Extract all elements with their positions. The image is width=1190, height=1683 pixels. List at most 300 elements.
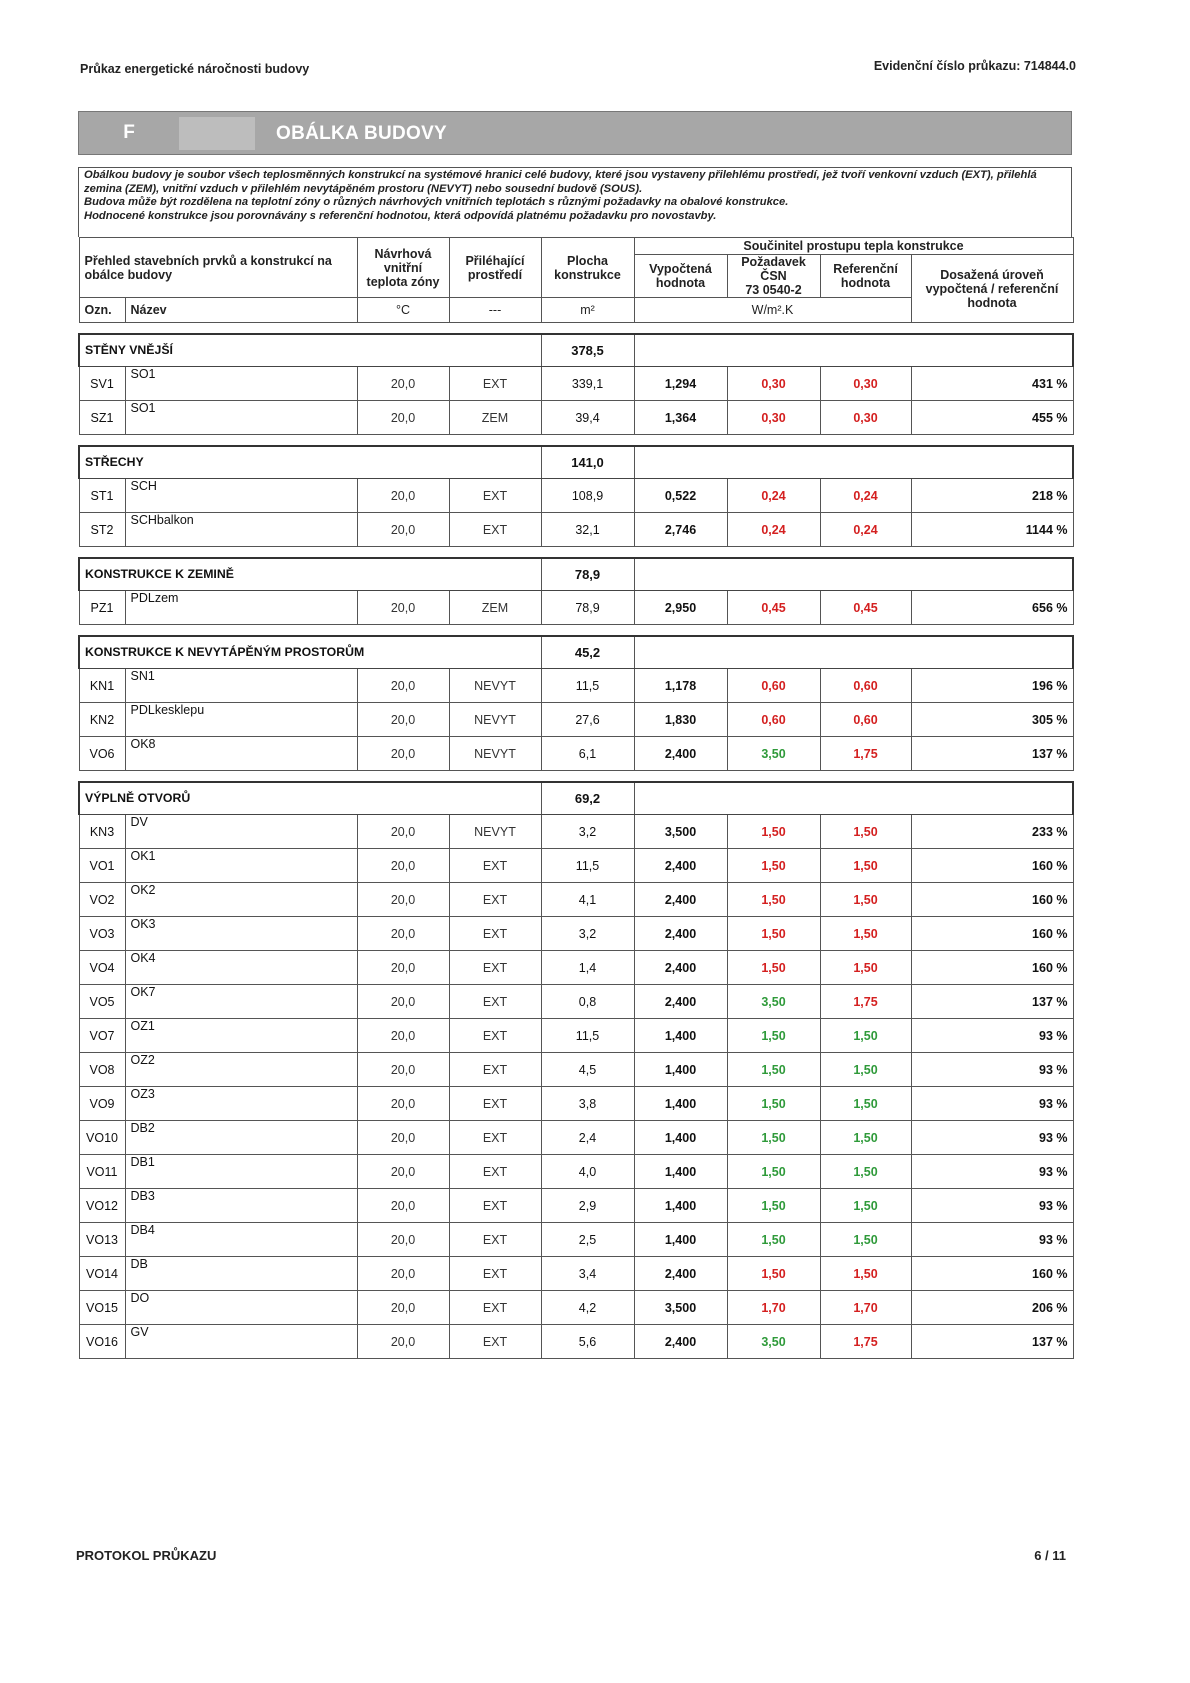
table-row xyxy=(79,1053,1073,1087)
col-header-u-group: Součinitel prostupu tepla konstrukce xyxy=(634,238,1073,255)
group-empty-cell xyxy=(634,636,1073,669)
cell-temp: 20,0 xyxy=(357,703,449,737)
group-empty-cell xyxy=(634,446,1073,479)
cell-ozn: SZ1 xyxy=(79,401,125,435)
cell-name: DB1 xyxy=(125,1155,357,1189)
cell-name: SO1 xyxy=(125,401,357,435)
header-document-title: Průkaz energetické náročnosti budovy xyxy=(80,62,310,76)
group-title: VÝPLNĚ OTVORŮ xyxy=(79,782,541,815)
cell-name: OK7 xyxy=(125,985,357,1019)
spacer-cell xyxy=(79,625,1073,636)
cell-area: 4,1 xyxy=(541,883,634,917)
cell-temp: 20,0 xyxy=(357,479,449,513)
intro-paragraph: Hodnocené konstrukce jsou porovnávány s referenční hodnotou, která odpovídá platnému požadavku pro novostavby. xyxy=(84,209,717,222)
col-header-overview: Přehled stavebních prvků a konstrukcí na obálce budovy xyxy=(79,238,357,298)
cell-area: 27,6 xyxy=(541,703,634,737)
cell-achieved-level: 137 % xyxy=(911,737,1073,771)
cell-u-reference: 0,30 xyxy=(820,367,911,401)
col-header-env: Přiléhající prostředí xyxy=(449,238,541,298)
cell-area: 4,0 xyxy=(541,1155,634,1189)
cell-env: EXT xyxy=(449,513,541,547)
cell-achieved-level: 233 % xyxy=(911,815,1073,849)
cell-area: 3,8 xyxy=(541,1087,634,1121)
cell-u-reference: 1,50 xyxy=(820,849,911,883)
col-header-ref: Referenční hodnota xyxy=(820,255,911,298)
table-row xyxy=(79,917,1073,951)
cell-u-calculated: 0,522 xyxy=(634,479,727,513)
cell-u-calculated: 2,400 xyxy=(634,1257,727,1291)
intro-paragraph: Obálkou budovy je soubor všech teplosměnných konstrukcí na systémové hranici celé budovy, které jsou vystaveny přilehlému prostředí, jež tvoří venkovní vzduch (EXT), přilehlá zemina (ZEM), vnitřní vzduch v přilehlém nevytápěném prostoru (NEVYT) nebo sousední budově (SOUS). xyxy=(84,169,1037,195)
intro-text xyxy=(78,167,1072,237)
cell-area: 78,9 xyxy=(541,591,634,625)
cell-name: OK3 xyxy=(125,917,357,951)
cell-area: 0,8 xyxy=(541,985,634,1019)
cell-name: DO xyxy=(125,1291,357,1325)
cell-name: DB4 xyxy=(125,1223,357,1257)
cell-u-requirement: 0,45 xyxy=(727,591,820,625)
cell-temp: 20,0 xyxy=(357,1121,449,1155)
group-title: KONSTRUKCE K NEVYTÁPĚNÝM PROSTORŮM xyxy=(79,636,541,669)
cell-area: 6,1 xyxy=(541,737,634,771)
table-row xyxy=(79,703,1073,737)
cell-env: EXT xyxy=(449,1291,541,1325)
group-spacer xyxy=(79,625,1073,636)
cell-achieved-level: 196 % xyxy=(911,669,1073,703)
group-header-row xyxy=(79,446,1073,479)
cell-temp: 20,0 xyxy=(357,669,449,703)
cell-area: 108,9 xyxy=(541,479,634,513)
group-header-row xyxy=(79,334,1073,367)
cell-u-reference: 1,50 xyxy=(820,951,911,985)
cell-u-reference: 1,50 xyxy=(820,1087,911,1121)
group-empty-cell xyxy=(634,558,1073,591)
spacer-cell xyxy=(79,435,1073,446)
cell-u-requirement: 0,30 xyxy=(727,367,820,401)
cell-u-reference: 1,50 xyxy=(820,1223,911,1257)
cell-name: PDLzem xyxy=(125,591,357,625)
group-empty-cell xyxy=(634,782,1073,815)
cell-u-calculated: 1,294 xyxy=(634,367,727,401)
cell-u-reference: 0,24 xyxy=(820,479,911,513)
cell-name: OK1 xyxy=(125,849,357,883)
intro-paragraph: Budova může být rozdělena na teplotní zóny o různých návrhových vnitřních teplotách s různými požadavky na obalové konstrukce. xyxy=(84,196,789,209)
cell-area: 32,1 xyxy=(541,513,634,547)
cell-u-calculated: 1,400 xyxy=(634,1155,727,1189)
cell-u-reference: 1,50 xyxy=(820,883,911,917)
cell-area: 3,2 xyxy=(541,815,634,849)
cell-temp: 20,0 xyxy=(357,1325,449,1359)
cell-temp: 20,0 xyxy=(357,1257,449,1291)
cell-temp: 20,0 xyxy=(357,1291,449,1325)
cell-achieved-level: 218 % xyxy=(911,479,1073,513)
cell-area: 11,5 xyxy=(541,1019,634,1053)
cell-temp: 20,0 xyxy=(357,883,449,917)
cell-u-requirement: 1,50 xyxy=(727,1257,820,1291)
cell-achieved-level: 93 % xyxy=(911,1087,1073,1121)
col-header-area: Plocha konstrukce xyxy=(541,238,634,298)
cell-area: 4,2 xyxy=(541,1291,634,1325)
cell-u-requirement: 1,50 xyxy=(727,1087,820,1121)
cell-u-requirement: 1,50 xyxy=(727,1189,820,1223)
group-spacer xyxy=(79,771,1073,782)
section-banner-divider xyxy=(179,117,255,150)
cell-u-calculated: 1,400 xyxy=(634,1019,727,1053)
cell-u-requirement: 1,50 xyxy=(727,917,820,951)
unit-temp: °C xyxy=(357,298,449,323)
cell-ozn: KN3 xyxy=(79,815,125,849)
cell-u-reference: 1,75 xyxy=(820,1325,911,1359)
cell-ozn: VO7 xyxy=(79,1019,125,1053)
cell-env: EXT xyxy=(449,479,541,513)
cell-area: 339,1 xyxy=(541,367,634,401)
cell-u-calculated: 3,500 xyxy=(634,1291,727,1325)
cell-achieved-level: 160 % xyxy=(911,1257,1073,1291)
cell-env: NEVYT xyxy=(449,737,541,771)
cell-ozn: PZ1 xyxy=(79,591,125,625)
group-header-row xyxy=(79,558,1073,591)
cell-achieved-level: 656 % xyxy=(911,591,1073,625)
cell-ozn: KN2 xyxy=(79,703,125,737)
cell-ozn: VO8 xyxy=(79,1053,125,1087)
cell-u-calculated: 2,400 xyxy=(634,737,727,771)
table-row xyxy=(79,401,1073,435)
cell-env: EXT xyxy=(449,883,541,917)
cell-u-requirement: 0,60 xyxy=(727,669,820,703)
cell-ozn: SV1 xyxy=(79,367,125,401)
cell-env: EXT xyxy=(449,1121,541,1155)
cell-achieved-level: 1144 % xyxy=(911,513,1073,547)
cell-u-reference: 1,50 xyxy=(820,1155,911,1189)
cell-u-requirement: 3,50 xyxy=(727,985,820,1019)
footer-page-number: 6 / 11 xyxy=(1034,1548,1066,1563)
cell-u-calculated: 1,830 xyxy=(634,703,727,737)
section-letter: F xyxy=(123,122,135,143)
cell-u-calculated: 2,746 xyxy=(634,513,727,547)
cell-achieved-level: 160 % xyxy=(911,951,1073,985)
cell-u-reference: 1,50 xyxy=(820,917,911,951)
table-row xyxy=(79,951,1073,985)
cell-temp: 20,0 xyxy=(357,849,449,883)
cell-achieved-level: 93 % xyxy=(911,1223,1073,1257)
cell-ozn: ST2 xyxy=(79,513,125,547)
cell-name: GV xyxy=(125,1325,357,1359)
cell-u-reference: 1,70 xyxy=(820,1291,911,1325)
cell-achieved-level: 160 % xyxy=(911,883,1073,917)
cell-temp: 20,0 xyxy=(357,951,449,985)
cell-area: 4,5 xyxy=(541,1053,634,1087)
cell-u-requirement: 0,60 xyxy=(727,703,820,737)
cell-u-calculated: 1,400 xyxy=(634,1121,727,1155)
cell-u-calculated: 2,400 xyxy=(634,1325,727,1359)
cell-area: 5,6 xyxy=(541,1325,634,1359)
cell-u-calculated: 2,400 xyxy=(634,849,727,883)
cell-u-calculated: 2,400 xyxy=(634,985,727,1019)
cell-ozn: VO15 xyxy=(79,1291,125,1325)
cell-area: 2,4 xyxy=(541,1121,634,1155)
col-header-req xyxy=(727,255,820,298)
col-header-calc: Vypočtená hodnota xyxy=(634,255,727,298)
cell-temp: 20,0 xyxy=(357,401,449,435)
cell-u-reference: 1,75 xyxy=(820,985,911,1019)
cell-u-reference: 1,50 xyxy=(820,815,911,849)
cell-env: ZEM xyxy=(449,401,541,435)
cell-ozn: VO16 xyxy=(79,1325,125,1359)
cell-name: OK2 xyxy=(125,883,357,917)
cell-u-calculated: 1,400 xyxy=(634,1223,727,1257)
cell-u-reference: 0,45 xyxy=(820,591,911,625)
cell-u-requirement: 3,50 xyxy=(727,1325,820,1359)
cell-name: DB2 xyxy=(125,1121,357,1155)
envelope-table-body xyxy=(79,238,1073,1359)
table-row xyxy=(79,1223,1073,1257)
cell-u-calculated: 1,400 xyxy=(634,1087,727,1121)
cell-u-calculated: 2,950 xyxy=(634,591,727,625)
cell-name: DB3 xyxy=(125,1189,357,1223)
group-title: KONSTRUKCE K ZEMINĚ xyxy=(79,558,541,591)
col-header-req-line: ČSN xyxy=(760,269,787,283)
cell-temp: 20,0 xyxy=(357,815,449,849)
cell-u-requirement: 0,24 xyxy=(727,513,820,547)
cell-env: EXT xyxy=(449,1155,541,1189)
cell-name: OK4 xyxy=(125,951,357,985)
cell-u-reference: 1,50 xyxy=(820,1189,911,1223)
cell-achieved-level: 93 % xyxy=(911,1053,1073,1087)
cell-env: EXT xyxy=(449,951,541,985)
cell-achieved-level: 431 % xyxy=(911,367,1073,401)
cell-ozn: VO13 xyxy=(79,1223,125,1257)
table-row xyxy=(79,849,1073,883)
cell-env: EXT xyxy=(449,1257,541,1291)
cell-area: 39,4 xyxy=(541,401,634,435)
cell-temp: 20,0 xyxy=(357,737,449,771)
table-row xyxy=(79,1155,1073,1189)
cell-u-requirement: 0,24 xyxy=(727,479,820,513)
group-total-area: 141,0 xyxy=(541,446,634,479)
cell-name: SCH xyxy=(125,479,357,513)
spacer-cell xyxy=(79,323,1073,334)
cell-env: EXT xyxy=(449,1087,541,1121)
cell-u-requirement: 0,30 xyxy=(727,401,820,435)
table-row xyxy=(79,1087,1073,1121)
col-header-achieved: Dosažená úroveň vypočtená / referenční hodnota xyxy=(911,255,1073,323)
table-row xyxy=(79,367,1073,401)
cell-temp: 20,0 xyxy=(357,1155,449,1189)
unit-env: --- xyxy=(449,298,541,323)
cell-temp: 20,0 xyxy=(357,1223,449,1257)
cell-u-requirement: 1,50 xyxy=(727,951,820,985)
cell-env: EXT xyxy=(449,1325,541,1359)
table-row xyxy=(79,1257,1073,1291)
col-header-req-line: Požadavek xyxy=(741,255,806,269)
cell-ozn: VO10 xyxy=(79,1121,125,1155)
cell-u-reference: 1,75 xyxy=(820,737,911,771)
cell-u-reference: 1,50 xyxy=(820,1053,911,1087)
group-header-row xyxy=(79,636,1073,669)
cell-u-requirement: 1,50 xyxy=(727,1223,820,1257)
cell-ozn: VO2 xyxy=(79,883,125,917)
cell-name: SCHbalkon xyxy=(125,513,357,547)
cell-u-reference: 1,50 xyxy=(820,1019,911,1053)
section-title: OBÁLKA BUDOVY xyxy=(276,123,448,144)
cell-achieved-level: 160 % xyxy=(911,917,1073,951)
unit-area: m² xyxy=(541,298,634,323)
table-row xyxy=(79,1189,1073,1223)
group-empty-cell xyxy=(634,334,1073,367)
cell-ozn: VO9 xyxy=(79,1087,125,1121)
cell-temp: 20,0 xyxy=(357,367,449,401)
cell-temp: 20,0 xyxy=(357,1019,449,1053)
cell-area: 3,4 xyxy=(541,1257,634,1291)
cell-achieved-level: 93 % xyxy=(911,1155,1073,1189)
spacer-cell xyxy=(79,547,1073,558)
cell-ozn: ST1 xyxy=(79,479,125,513)
cell-ozn: VO3 xyxy=(79,917,125,951)
cell-u-calculated: 2,400 xyxy=(634,951,727,985)
cell-area: 1,4 xyxy=(541,951,634,985)
envelope-table xyxy=(78,237,1074,1359)
table-header-row xyxy=(79,238,1073,255)
cell-ozn: VO4 xyxy=(79,951,125,985)
cell-achieved-level: 160 % xyxy=(911,849,1073,883)
cell-temp: 20,0 xyxy=(357,1053,449,1087)
cell-u-requirement: 1,50 xyxy=(727,815,820,849)
table-row xyxy=(79,737,1073,771)
cell-env: EXT xyxy=(449,917,541,951)
cell-achieved-level: 455 % xyxy=(911,401,1073,435)
cell-ozn: VO6 xyxy=(79,737,125,771)
col-header-ozn: Ozn. xyxy=(79,298,125,323)
table-row xyxy=(79,883,1073,917)
cell-u-requirement: 1,50 xyxy=(727,849,820,883)
table-row xyxy=(79,1019,1073,1053)
group-header-row xyxy=(79,782,1073,815)
cell-u-calculated: 3,500 xyxy=(634,815,727,849)
cell-name: OZ1 xyxy=(125,1019,357,1053)
group-spacer xyxy=(79,547,1073,558)
cell-env: ZEM xyxy=(449,591,541,625)
cell-u-calculated: 2,400 xyxy=(634,883,727,917)
cell-name: DV xyxy=(125,815,357,849)
cell-name: OZ3 xyxy=(125,1087,357,1121)
cell-env: NEVYT xyxy=(449,703,541,737)
cell-area: 2,5 xyxy=(541,1223,634,1257)
group-spacer xyxy=(79,435,1073,446)
cell-ozn: VO12 xyxy=(79,1189,125,1223)
cell-u-requirement: 3,50 xyxy=(727,737,820,771)
group-title: STĚNY VNĚJŠÍ xyxy=(79,334,541,367)
cell-achieved-level: 305 % xyxy=(911,703,1073,737)
cell-ozn: VO1 xyxy=(79,849,125,883)
cell-u-requirement: 1,50 xyxy=(727,1155,820,1189)
cell-u-calculated: 1,178 xyxy=(634,669,727,703)
cell-u-reference: 1,50 xyxy=(820,1257,911,1291)
cell-u-calculated: 1,400 xyxy=(634,1189,727,1223)
cell-u-calculated: 1,364 xyxy=(634,401,727,435)
table-row xyxy=(79,1325,1073,1359)
cell-temp: 20,0 xyxy=(357,985,449,1019)
cell-ozn: KN1 xyxy=(79,669,125,703)
cell-u-requirement: 1,50 xyxy=(727,1121,820,1155)
cell-ozn: VO14 xyxy=(79,1257,125,1291)
group-total-area: 45,2 xyxy=(541,636,634,669)
cell-name: OZ2 xyxy=(125,1053,357,1087)
group-total-area: 378,5 xyxy=(541,334,634,367)
cell-name: SO1 xyxy=(125,367,357,401)
cell-u-reference: 0,60 xyxy=(820,669,911,703)
cell-achieved-level: 93 % xyxy=(911,1121,1073,1155)
col-header-req-line: 73 0540-2 xyxy=(745,283,802,297)
cell-name: OK8 xyxy=(125,737,357,771)
cell-temp: 20,0 xyxy=(357,917,449,951)
cell-env: EXT xyxy=(449,1019,541,1053)
cell-env: NEVYT xyxy=(449,815,541,849)
table-row xyxy=(79,479,1073,513)
group-spacer xyxy=(79,323,1073,334)
cell-achieved-level: 93 % xyxy=(911,1019,1073,1053)
cell-env: EXT xyxy=(449,1223,541,1257)
unit-u: W/m².K xyxy=(634,298,911,323)
col-header-name: Název xyxy=(125,298,357,323)
cell-temp: 20,0 xyxy=(357,591,449,625)
cell-area: 2,9 xyxy=(541,1189,634,1223)
cell-achieved-level: 137 % xyxy=(911,1325,1073,1359)
cell-temp: 20,0 xyxy=(357,1189,449,1223)
cell-u-reference: 0,60 xyxy=(820,703,911,737)
cell-area: 11,5 xyxy=(541,669,634,703)
cell-u-reference: 1,50 xyxy=(820,1121,911,1155)
cell-env: EXT xyxy=(449,849,541,883)
table-row xyxy=(79,815,1073,849)
cell-temp: 20,0 xyxy=(357,1087,449,1121)
cell-env: EXT xyxy=(449,1053,541,1087)
cell-env: EXT xyxy=(449,1189,541,1223)
header-certificate-number: Evidenční číslo průkazu: 714844.0 xyxy=(873,59,1076,73)
cell-ozn: VO11 xyxy=(79,1155,125,1189)
section-banner xyxy=(78,111,1072,155)
cell-env: EXT xyxy=(449,367,541,401)
table-row xyxy=(79,591,1073,625)
cell-ozn: VO5 xyxy=(79,985,125,1019)
cell-u-reference: 0,30 xyxy=(820,401,911,435)
cell-name: SN1 xyxy=(125,669,357,703)
table-row xyxy=(79,669,1073,703)
group-total-area: 78,9 xyxy=(541,558,634,591)
table-row xyxy=(79,1291,1073,1325)
cell-u-calculated: 2,400 xyxy=(634,917,727,951)
cell-u-requirement: 1,50 xyxy=(727,1019,820,1053)
cell-name: PDLkesklepu xyxy=(125,703,357,737)
footer-protocol-label: PROTOKOL PRŮKAZU xyxy=(76,1548,217,1563)
cell-u-requirement: 1,50 xyxy=(727,1053,820,1087)
table-row xyxy=(79,513,1073,547)
group-title: STŘECHY xyxy=(79,446,541,479)
cell-area: 3,2 xyxy=(541,917,634,951)
group-total-area: 69,2 xyxy=(541,782,634,815)
cell-name: DB xyxy=(125,1257,357,1291)
cell-u-calculated: 1,400 xyxy=(634,1053,727,1087)
cell-area: 11,5 xyxy=(541,849,634,883)
table-row xyxy=(79,1121,1073,1155)
cell-u-requirement: 1,50 xyxy=(727,883,820,917)
cell-u-requirement: 1,70 xyxy=(727,1291,820,1325)
cell-achieved-level: 206 % xyxy=(911,1291,1073,1325)
cell-env: NEVYT xyxy=(449,669,541,703)
cell-env: EXT xyxy=(449,985,541,1019)
spacer-cell xyxy=(79,771,1073,782)
cell-achieved-level: 137 % xyxy=(911,985,1073,1019)
cell-u-reference: 0,24 xyxy=(820,513,911,547)
col-header-temp: Návrhová vnitřní teplota zóny xyxy=(357,238,449,298)
